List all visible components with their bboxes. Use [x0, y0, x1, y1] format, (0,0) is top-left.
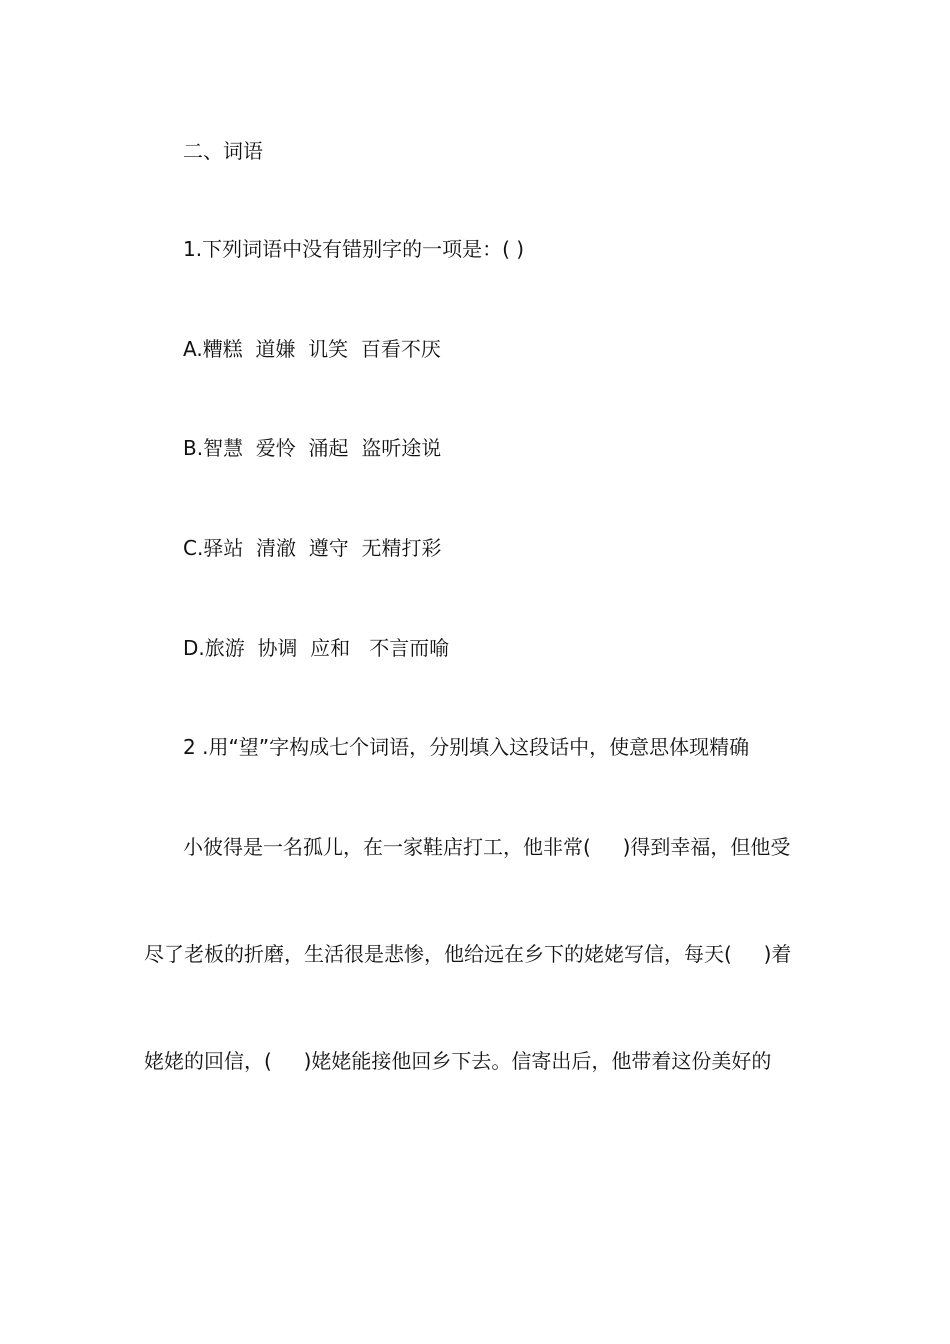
- question-1-option-a: A.糟糕 道嫌 讥笑 百看不厌: [183, 337, 441, 361]
- passage-line-3: 姥姥的回信，( )姥姥能接他回乡下去。信寄出后，他带着这份美好的: [144, 1049, 772, 1073]
- question-1-option-b: B.智慧 爱怜 涌起 盗听途说: [183, 436, 442, 460]
- question-1-stem: 1.下列词语中没有错别字的一项是：( ): [183, 237, 525, 261]
- question-1-option-c: C.驿站 清澈 遵守 无精打彩: [183, 536, 442, 560]
- question-2-stem: 2 .用“望”字构成七个词语，分别填入这段话中，使意思体现精确: [183, 735, 750, 759]
- question-1-option-d: D.旅游 协调 应和 不言而喻: [183, 636, 450, 660]
- passage-line-2: 尽了老板的折磨，生活很是悲惨，他给远在乡下的姥姥写信，每天( )着: [144, 942, 792, 966]
- passage-line-1: 小彼得是一名孤儿，在一家鞋店打工，他非常( )得到幸福，但他受: [183, 835, 791, 859]
- section-title: 二、词语: [183, 139, 263, 163]
